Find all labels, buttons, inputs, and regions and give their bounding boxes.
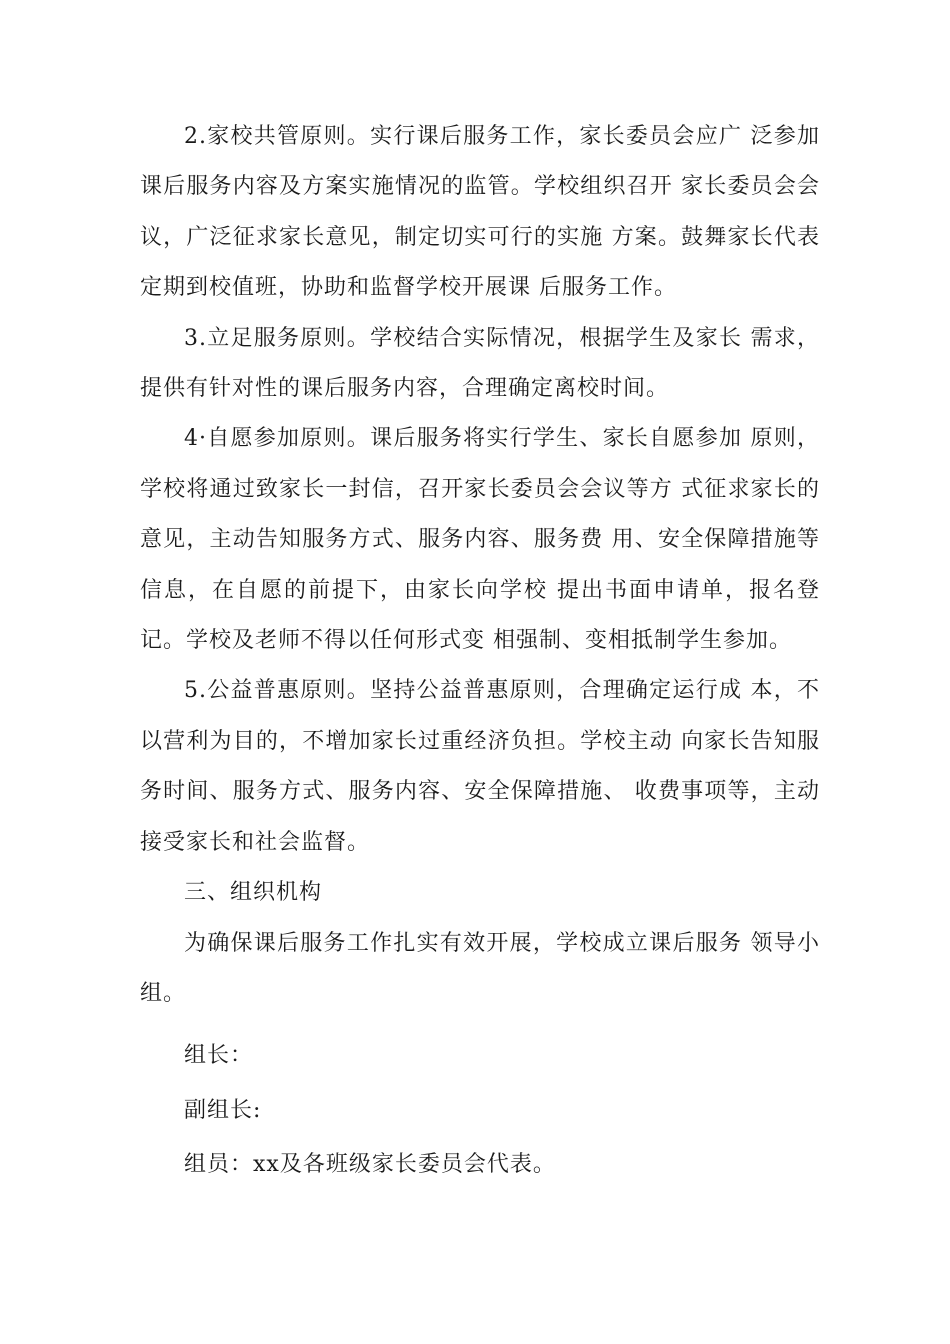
paragraph-public-welfare-principle: 5.公益普惠原则。坚持公益普惠原则，合理确定运行成 本，不以营利为目的，不增加家长过重经济负担。学校主动 向家长告知服务时间、服务方式、服务内容、安全保障措施、 收费事项等，主动接受家长和社会监督。: [140, 678, 820, 855]
paragraph-home-school-co-management: 2.家校共管原则。实行课后服务工作，家长委员会应广 泛参加课后服务内容及方案实施情况的监管。学校组织召开 家长委员会会议，广泛征求家长意见，制定切实可行的实施 方案。鼓舞家长代表定期到校值班，协助和监督学校开展课 后服务工作。: [140, 124, 820, 301]
paragraph-voluntary-principle: 4·自愿参加原则。课后服务将实行学生、家长自愿参加 原则，学校将通过致家长一封信，召开家长委员会会议等方 式征求家长的意见，主动告知服务方式、服务内容、服务费 用、安全保障措施等信息，在自愿的前提下，由家长向学校 提出书面申请单，报名登记。学校及老师不得以任何形式变 相强制、变相抵制学生参加。: [140, 426, 820, 654]
member-staff-line: 组员：xx及各班级家长委员会代表。: [184, 1152, 556, 1178]
member-deputy-line: 副组长:: [184, 1097, 262, 1123]
paragraph-leadership-group: 为确保课后服务工作扎实有效开展，学校成立课后服务 领导小组。: [140, 930, 820, 1006]
document-body: [140, 112, 820, 1191]
section-heading-organization: 三、组织机构: [184, 880, 323, 906]
paragraph-service-principle: 3.立足服务原则。学校结合实际情况，根据学生及家长 需求，提供有针对性的课后服务内容，合理确定离校时间。: [140, 325, 820, 402]
member-leader-line: 组长：: [184, 1043, 254, 1069]
